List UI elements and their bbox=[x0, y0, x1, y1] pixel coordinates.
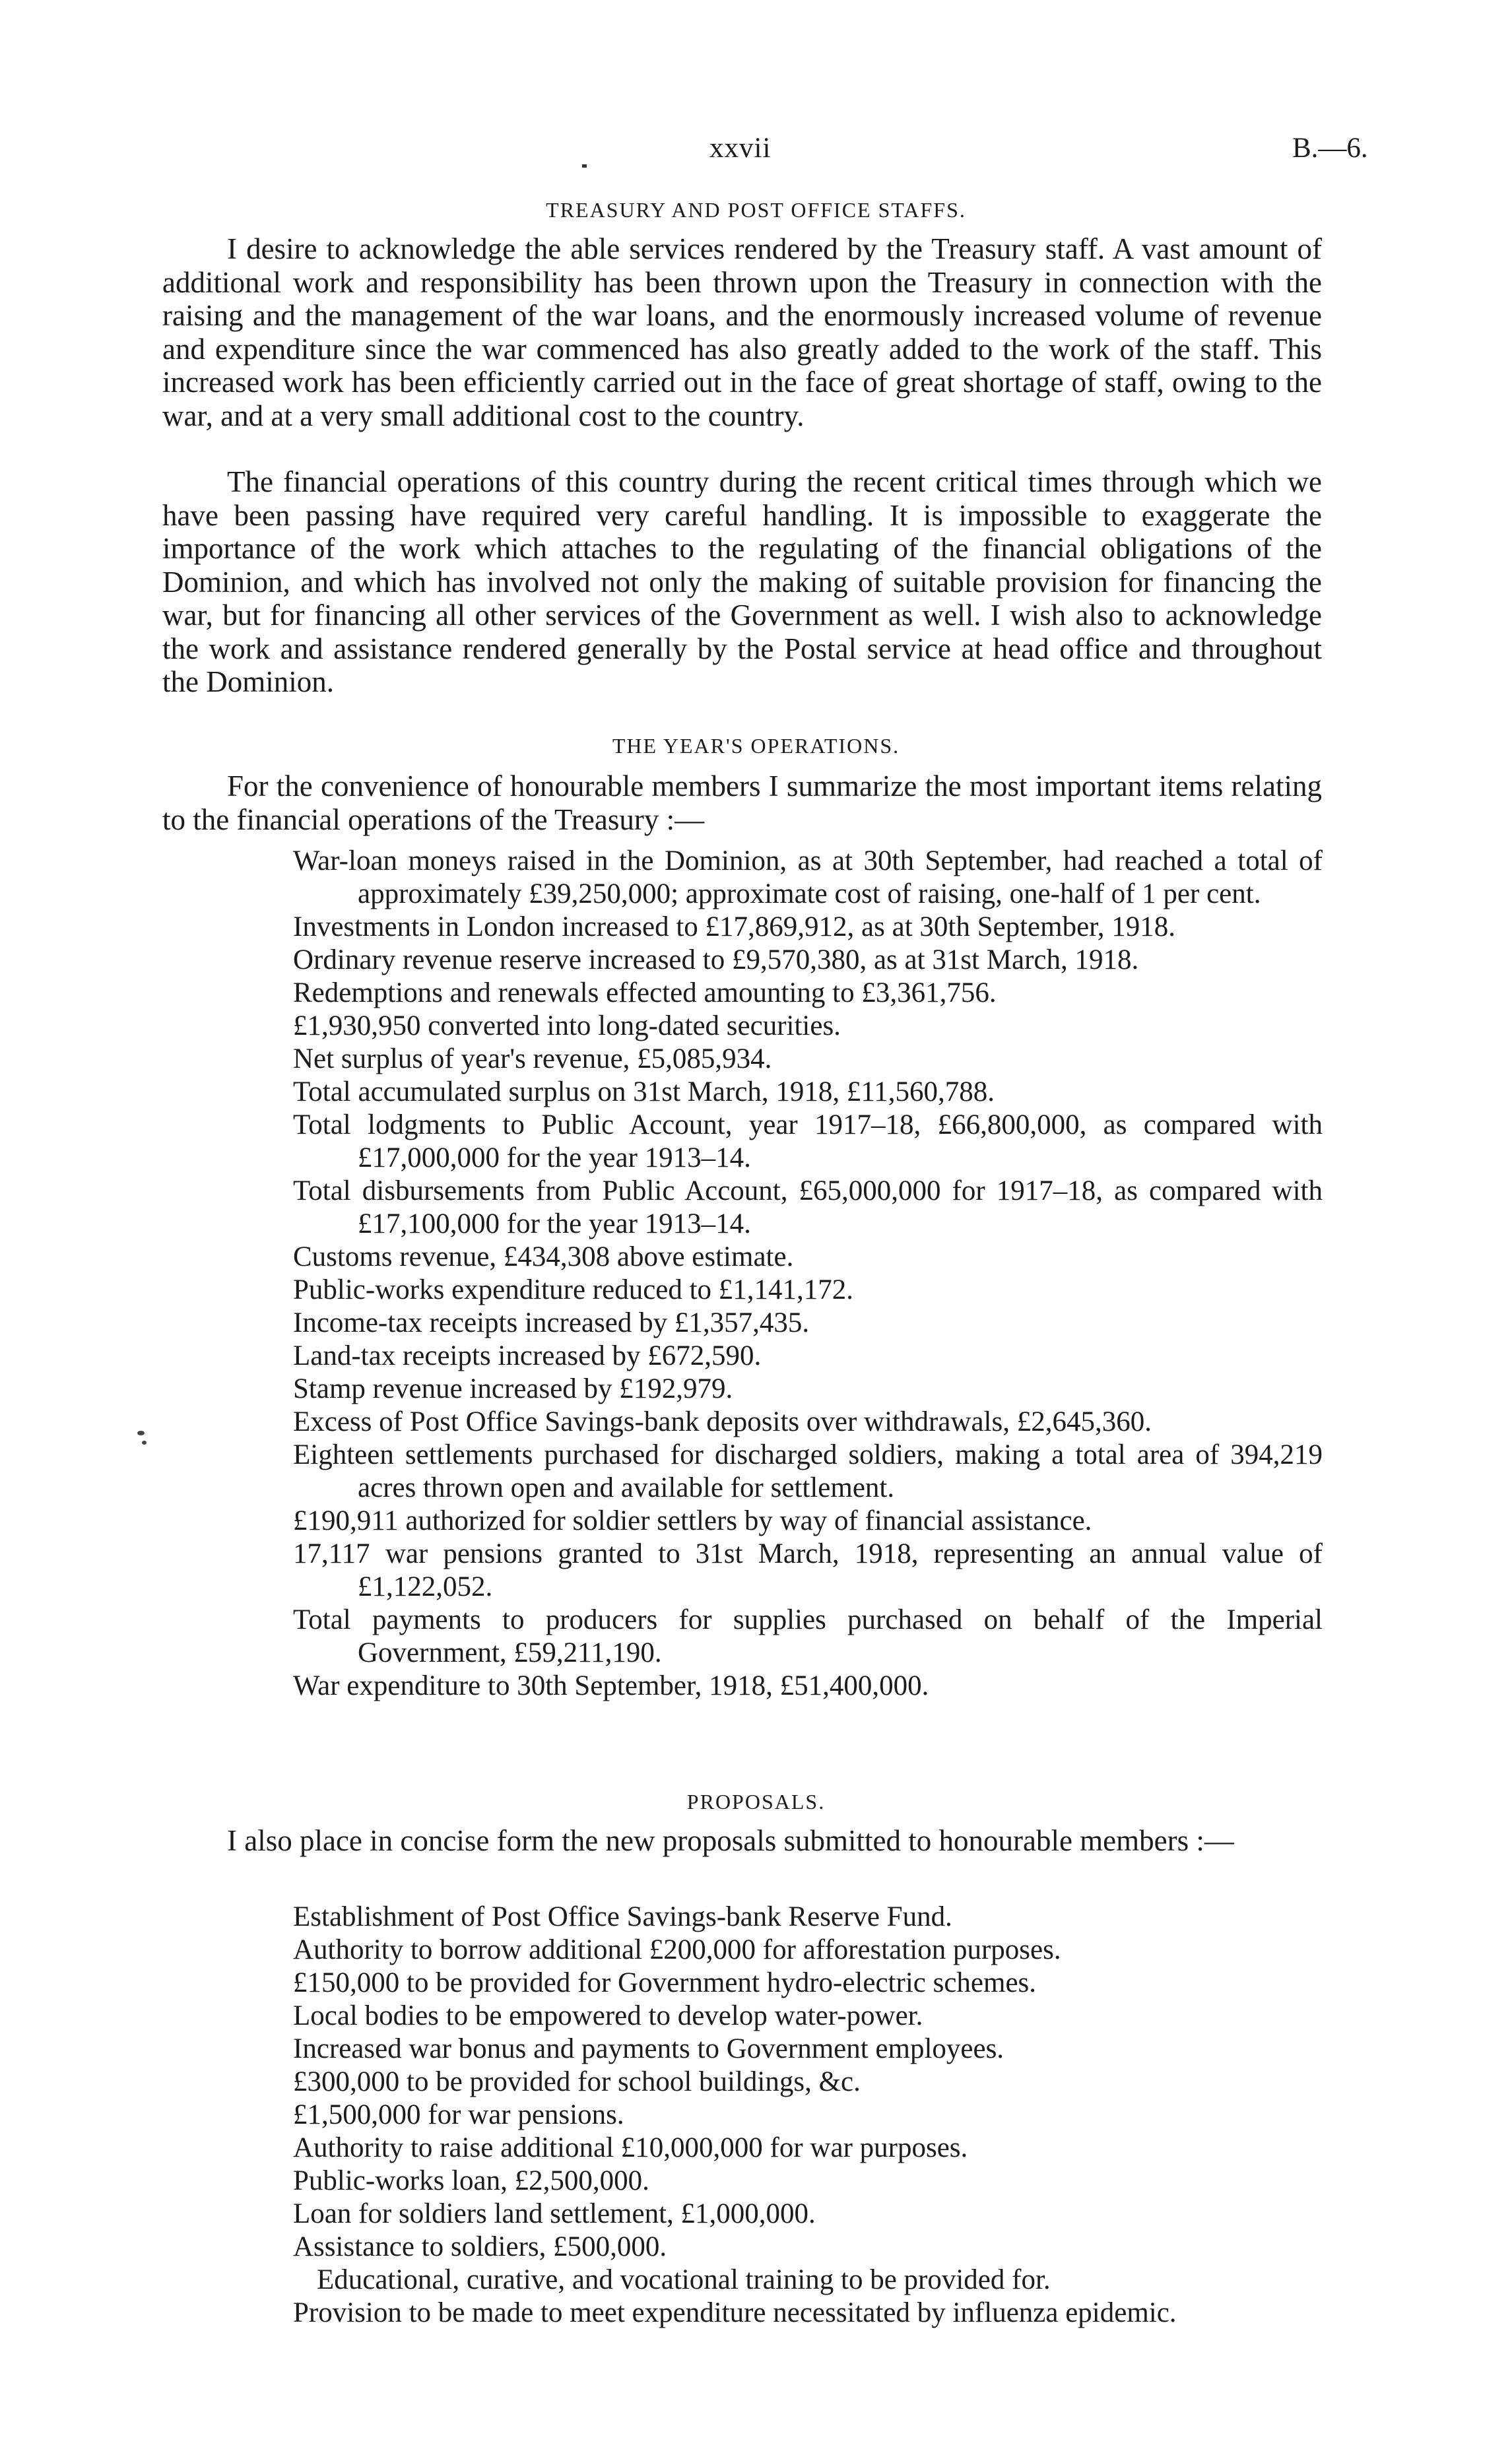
list-item: 17,117 war pensions granted to 31st March, 1918, representing an annual value of £1,122,052. bbox=[293, 1538, 1323, 1602]
list-item: Stamp revenue increased by £192,979. bbox=[293, 1373, 733, 1404]
list-item: Total payments to producers for supplies purchased on behalf of the Imperial Government, £59,211,190. bbox=[293, 1604, 1323, 1668]
list-item: Public-works loan, £2,500,000. bbox=[293, 2165, 649, 2196]
list-item: £190,911 authorized for soldier settlers by way of financial assistance. bbox=[293, 1505, 1092, 1536]
list-item: £300,000 to be provided for school buildings, &c. bbox=[293, 2066, 861, 2097]
print-mark bbox=[582, 164, 587, 168]
list-item: Land-tax receipts increased by £672,590. bbox=[293, 1340, 762, 1371]
proposals-list bbox=[293, 1901, 1323, 2330]
section-title-staffs: TREASURY AND POST OFFICE STAFFS. bbox=[546, 198, 966, 222]
list-item: £150,000 to be provided for Government hydro-electric schemes. bbox=[293, 1967, 1037, 1998]
list-item: Authority to raise additional £10,000,000 for war purposes. bbox=[293, 2132, 968, 2163]
list-item: Local bodies to be empowered to develop water-power. bbox=[293, 2000, 923, 2031]
list-item: Excess of Post Office Savings-bank deposits over withdrawals, £2,645,360. bbox=[293, 1406, 1152, 1437]
list-item: War expenditure to 30th September, 1918, £51,400,000. bbox=[293, 1670, 929, 1701]
list-item: Investments in London increased to £17,869,912, as at 30th September, 1918. bbox=[293, 911, 1176, 942]
paragraph-proposals-intro: I also place in concise form the new proposals submitted to honourable members :— bbox=[227, 1824, 1234, 1857]
section-title-proposals: PROPOSALS. bbox=[686, 1790, 826, 1814]
list-item: £1,500,000 for war pensions. bbox=[293, 2099, 624, 2130]
page-number: xxvii bbox=[709, 133, 772, 164]
list-item: Loan for soldiers land settlement, £1,000,000. bbox=[293, 2198, 816, 2229]
list-item: Total disbursements from Public Account, £65,000,000 for 1917–18, as compared with £17,100,000 for the year 1913–14. bbox=[293, 1175, 1323, 1239]
list-item: Assistance to soldiers, £500,000. bbox=[293, 2231, 667, 2262]
paragraph-staffs-2: The financial operations of this country during the recent critical times through which we have been passing have required very careful handling. It is impossible to exaggerate the importance of the work which attaches to the regulating of the financial obligations of the Dominion, and which has involved not only the making of suitable provision for financing the war, but for financing all other services of the Government as well. I wish also to acknowledge the work and assistance rendered generally by the Postal service at head office and throughout the Dominion. bbox=[162, 465, 1322, 698]
list-item: Net surplus of year's revenue, £5,085,934. bbox=[293, 1043, 772, 1074]
paragraph-staffs-1: I desire to acknowledge the able services rendered by the Treasury staff. A vast amount of additional work and responsibility has been thrown upon the Treasury in connection with the raising and the management of the war loans, and the enormously increased volume of revenue and expenditure since the war commenced has also greatly added to the work of the staff. This increased work has been efficiently carried out in the face of great shortage of staff, owing to the war, and at a very small additional cost to the country. bbox=[162, 232, 1322, 432]
list-item: Eighteen settlements purchased for discharged soldiers, making a total area of 394,219 acres thrown open and available for settlement. bbox=[293, 1439, 1323, 1503]
print-speck bbox=[142, 1441, 147, 1445]
paragraph-operations-intro: For the convenience of honourable members I summarize the most important items relating to the financial operations of the Treasury :— bbox=[162, 769, 1322, 836]
list-item: Establishment of Post Office Savings-bank Reserve Fund. bbox=[293, 1901, 952, 1932]
list-item: Provision to be made to meet expenditure necessitated by influenza epidemic. bbox=[293, 2297, 1177, 2328]
list-item: Income-tax receipts increased by £1,357,435. bbox=[293, 1307, 810, 1338]
list-item: Educational, curative, and vocational training to be provided for. bbox=[317, 2264, 1051, 2295]
list-item: War-loan moneys raised in the Dominion, as at 30th September, had reached a total of approximately £39,250,000; approximate cost of raising, one-half of 1 per cent. bbox=[293, 845, 1323, 909]
list-item: Customs revenue, £434,308 above estimate. bbox=[293, 1241, 794, 1272]
document-reference: B.—6. bbox=[1292, 133, 1368, 164]
list-item: Total accumulated surplus on 31st March, 1918, £11,560,788. bbox=[293, 1076, 995, 1107]
list-item: £1,930,950 converted into long-dated securities. bbox=[293, 1010, 841, 1041]
list-item: Authority to borrow additional £200,000 for afforestation purposes. bbox=[293, 1934, 1061, 1965]
list-item: Public-works expenditure reduced to £1,141,172. bbox=[293, 1274, 854, 1305]
list-item: Redemptions and renewals effected amounting to £3,361,756. bbox=[293, 977, 997, 1008]
list-item: Increased war bonus and payments to Government employees. bbox=[293, 2033, 1004, 2064]
operations-list bbox=[293, 845, 1323, 1703]
section-title-operations: THE YEAR'S OPERATIONS. bbox=[612, 734, 900, 758]
list-item: Total lodgments to Public Account, year 1917–18, £66,800,000, as compared with £17,000,000 for the year 1913–14. bbox=[293, 1109, 1323, 1173]
list-item: Ordinary revenue reserve increased to £9,570,380, as at 31st March, 1918. bbox=[293, 944, 1139, 975]
print-speck bbox=[137, 1431, 145, 1435]
